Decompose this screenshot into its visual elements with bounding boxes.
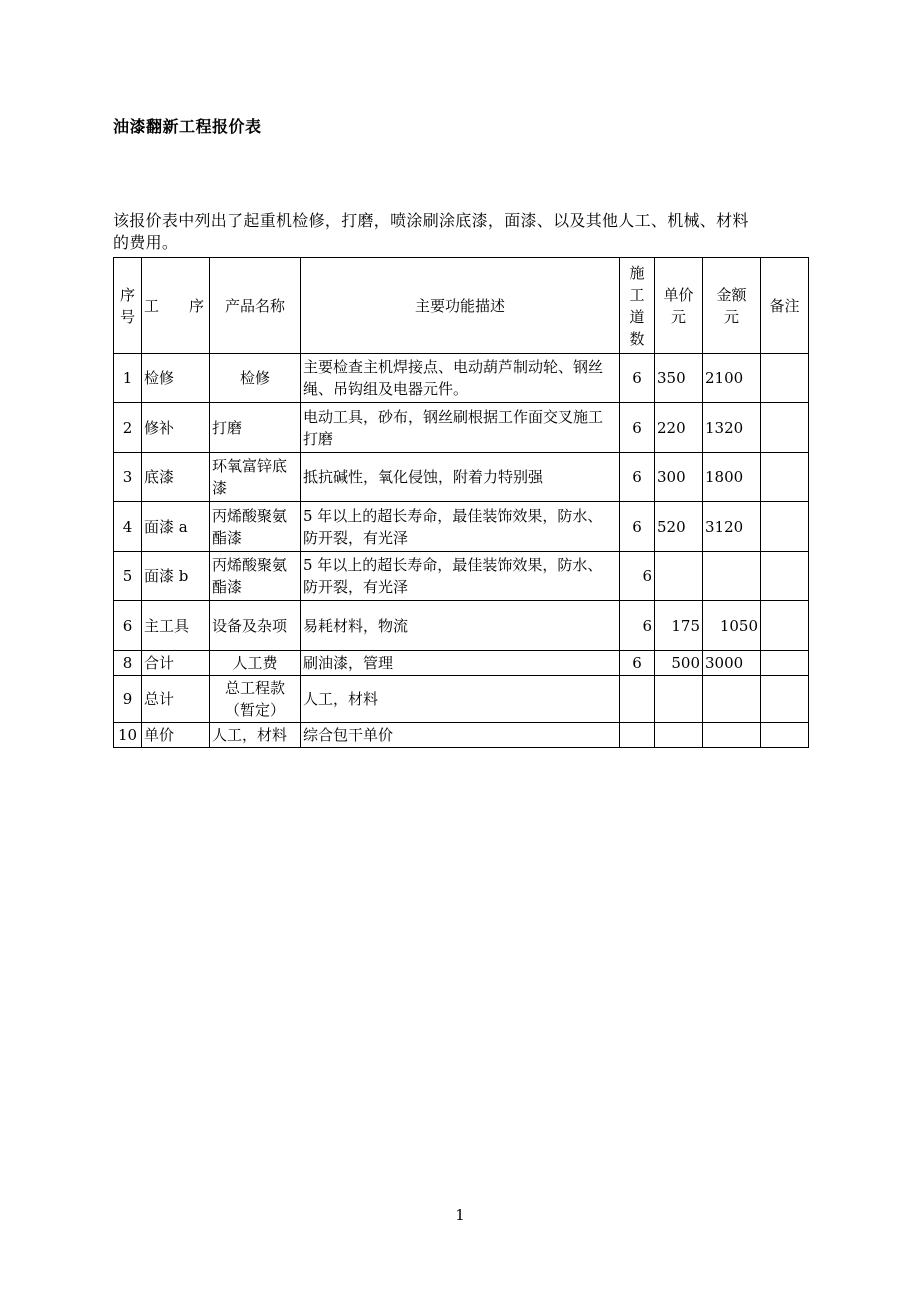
table-row — [114, 403, 809, 453]
intro-paragraph: 该报价表中列出了起重机检修，打磨，喷涂刷涂底漆，面漆、以及其他人工、机械、材料的费用。 — [113, 211, 749, 252]
cell-unit-price — [655, 723, 703, 748]
cell-process: 检修 — [142, 354, 210, 403]
cell-coats: 6 — [620, 601, 655, 651]
table-row — [114, 676, 809, 723]
cell-description: 5 年以上的超长寿命，最佳装饰效果，防水、防开裂，有光泽 — [301, 552, 620, 601]
cell-coats — [620, 723, 655, 748]
table-row — [114, 601, 809, 651]
cell-amount: 1320 — [703, 403, 761, 453]
cell-process: 面漆 b — [142, 552, 210, 601]
cell-product: 总工程款（暂定） — [210, 676, 301, 723]
cell-remark — [761, 601, 809, 651]
quote-table — [113, 257, 809, 748]
cell-description: 易耗材料，物流 — [301, 601, 620, 651]
cell-amount — [703, 552, 761, 601]
cell-remark — [761, 723, 809, 748]
cell-unit-price: 300 — [655, 453, 703, 502]
cell-description: 抵抗碱性，氧化侵蚀，附着力特别强 — [301, 453, 620, 502]
cell-amount: 1800 — [703, 453, 761, 502]
cell-process: 面漆 a — [142, 502, 210, 552]
cell-seq: 3 — [114, 453, 142, 502]
table-row — [114, 651, 809, 676]
cell-remark — [761, 676, 809, 723]
cell-remark — [761, 552, 809, 601]
cell-description: 综合包干单价 — [301, 723, 620, 748]
cell-coats: 6 — [620, 354, 655, 403]
cell-coats: 6 — [620, 502, 655, 552]
cell-unit-price: 520 — [655, 502, 703, 552]
cell-process: 单价 — [142, 723, 210, 748]
cell-unit-price — [655, 552, 703, 601]
cell-process: 修补 — [142, 403, 210, 453]
cell-unit-price — [655, 676, 703, 723]
cell-description: 电动工具，砂布，钢丝刷根据工作面交叉施工打磨 — [301, 403, 620, 453]
cell-seq: 1 — [114, 354, 142, 403]
header-coats: 施 工 道 数 — [620, 258, 655, 354]
cell-process: 底漆 — [142, 453, 210, 502]
cell-process: 总计 — [142, 676, 210, 723]
cell-unit-price: 500 — [655, 651, 703, 676]
table-row — [114, 723, 809, 748]
cell-remark — [761, 502, 809, 552]
cell-product: 人工费 — [210, 651, 301, 676]
table-row — [114, 552, 809, 601]
cell-description: 人工，材料 — [301, 676, 620, 723]
cell-description: 主要检查主机焊接点、电动葫芦制动轮、钢丝绳、吊钩组及电器元件。 — [301, 354, 620, 403]
cell-unit-price: 220 — [655, 403, 703, 453]
table-header-row — [114, 258, 809, 354]
cell-seq: 4 — [114, 502, 142, 552]
cell-description: 刷油漆，管理 — [301, 651, 620, 676]
cell-amount: 3120 — [703, 502, 761, 552]
cell-amount — [703, 676, 761, 723]
cell-coats: 6 — [620, 651, 655, 676]
cell-coats: 6 — [620, 552, 655, 601]
cell-remark — [761, 651, 809, 676]
header-amount: 金额 元 — [703, 258, 761, 354]
header-seq: 序 号 — [114, 258, 142, 354]
table-row — [114, 502, 809, 552]
cell-remark — [761, 354, 809, 403]
header-description: 主要功能描述 — [301, 258, 620, 354]
cell-remark — [761, 453, 809, 502]
header-product: 产品名称 — [210, 258, 301, 354]
cell-coats — [620, 676, 655, 723]
cell-remark — [761, 403, 809, 453]
cell-coats: 6 — [620, 403, 655, 453]
cell-product: 设备及杂项 — [210, 601, 301, 651]
cell-amount: 3000 — [703, 651, 761, 676]
cell-process: 合计 — [142, 651, 210, 676]
cell-product: 打磨 — [210, 403, 301, 453]
cell-coats: 6 — [620, 453, 655, 502]
page-number: 1 — [455, 1206, 465, 1224]
cell-product: 人工，材料 — [210, 723, 301, 748]
cell-product: 环氧富锌底漆 — [210, 453, 301, 502]
header-unit-price: 单价 元 — [655, 258, 703, 354]
cell-process: 主工具 — [142, 601, 210, 651]
cell-amount: 2100 — [703, 354, 761, 403]
cell-seq: 6 — [114, 601, 142, 651]
table-row — [114, 354, 809, 403]
cell-unit-price: 175 — [655, 601, 703, 651]
header-remark: 备注 — [761, 258, 809, 354]
table-row — [114, 453, 809, 502]
cell-amount: 1050 — [703, 601, 761, 651]
cell-amount — [703, 723, 761, 748]
cell-description: 5 年以上的超长寿命，最佳装饰效果，防水、防开裂，有光泽 — [301, 502, 620, 552]
cell-seq: 9 — [114, 676, 142, 723]
header-process: 工 序 — [142, 258, 210, 354]
cell-seq: 10 — [114, 723, 142, 748]
cell-product: 丙烯酸聚氨酯漆 — [210, 552, 301, 601]
cell-product: 检修 — [210, 354, 301, 403]
cell-unit-price: 350 — [655, 354, 703, 403]
document-title: 油漆翻新工程报价表 — [113, 117, 262, 136]
cell-seq: 8 — [114, 651, 142, 676]
cell-seq: 5 — [114, 552, 142, 601]
cell-product: 丙烯酸聚氨酯漆 — [210, 502, 301, 552]
cell-seq: 2 — [114, 403, 142, 453]
